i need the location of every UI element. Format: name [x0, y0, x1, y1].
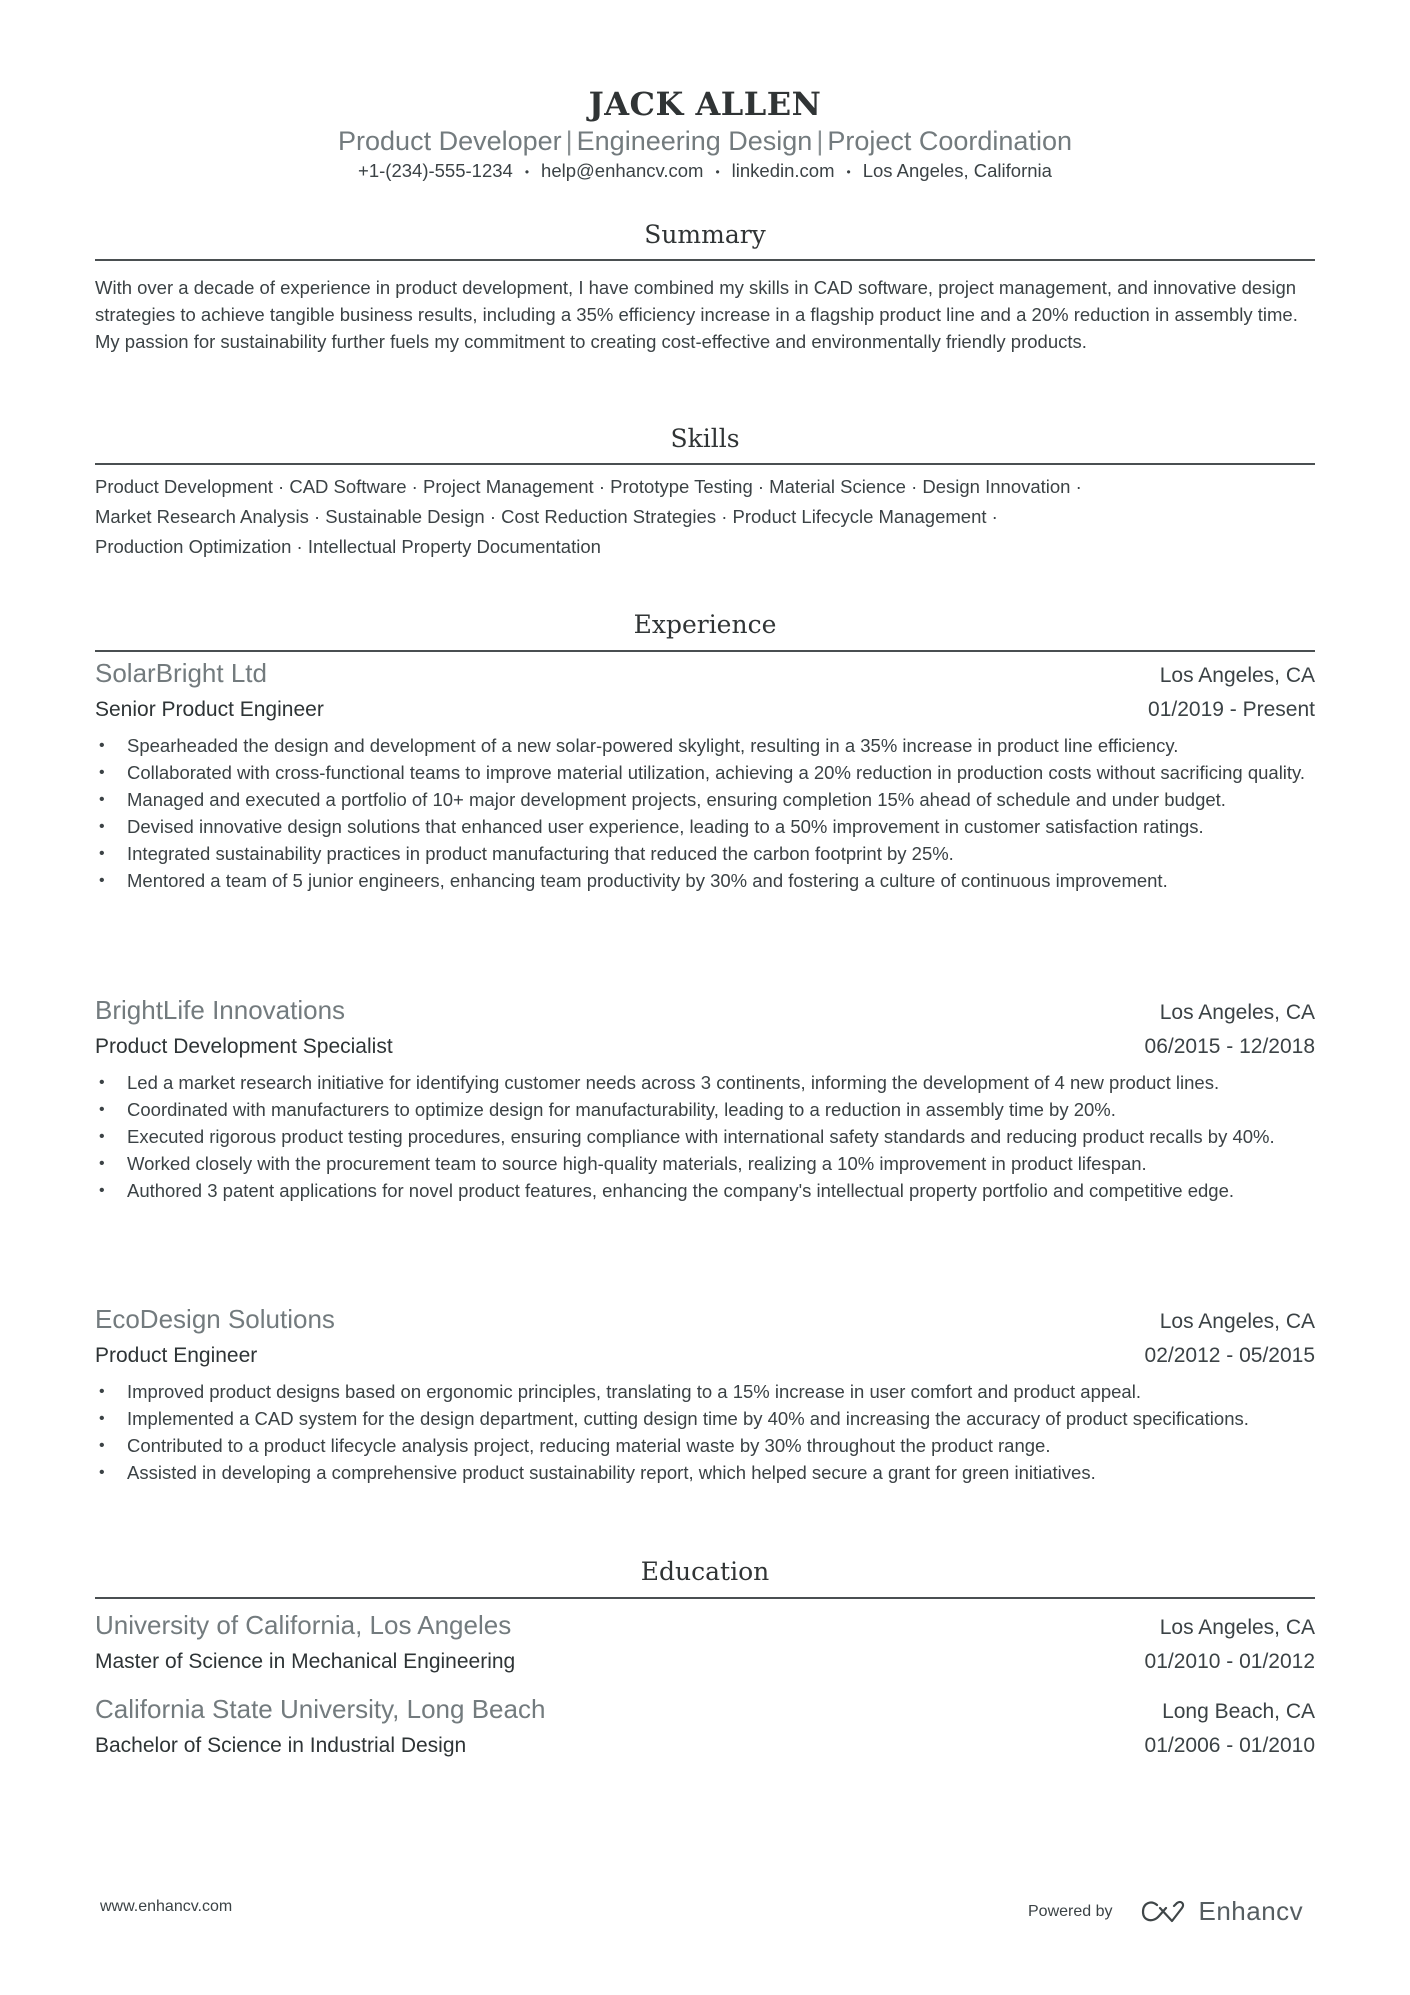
bullet-item: • Authored 3 patent applications for novel product features, enhancing the company's intellectual property portfolio and competitive edge. — [95, 1177, 1315, 1204]
skills-line: Product Development · CAD Software · Project Management · Prototype Testing · Material Science · Design Innovation · — [95, 476, 1082, 497]
bullet-item: • Mentored a team of 5 junior engineers, enhancing team productivity by 30% and fostering a culture of continuous improvement. — [95, 867, 1315, 894]
education-dates: 01/2006 - 01/2010 — [1144, 1734, 1315, 1757]
powered-by-label: Powered by — [1028, 1902, 1113, 1920]
experience-entry — [95, 655, 1315, 894]
school-location: Los Angeles, CA — [1159, 1616, 1315, 1639]
headline-item: Project Coordination — [827, 126, 1072, 156]
linkedin-link[interactable]: linkedin.com — [731, 160, 835, 181]
headline-separator: | — [565, 126, 573, 156]
contact-separator: • — [715, 165, 720, 180]
degree: Bachelor of Science in Industrial Design — [95, 1734, 467, 1757]
headline — [95, 124, 1315, 158]
section-divider — [95, 1597, 1315, 1599]
school-name: University of California, Los Angeles — [95, 1610, 512, 1640]
job-title: Product Engineer — [95, 1344, 258, 1367]
phone: +1-(234)-555-1234 — [358, 160, 513, 181]
job-bullets — [95, 732, 1315, 894]
powered-by[interactable] — [1028, 1896, 1303, 1927]
section-title-experience: Experience — [633, 610, 777, 639]
candidate-name: JACK ALLEN — [588, 85, 822, 123]
job-location: Los Angeles, CA — [1159, 664, 1315, 687]
job-bullets — [95, 1378, 1315, 1486]
bullet-item: • Executed rigorous product testing procedures, ensuring compliance with international safety standards and reducing product recalls by 40%. — [95, 1123, 1315, 1150]
headline-item: Engineering Design — [576, 126, 813, 156]
bullet-item: • Devised innovative design solutions that enhanced user experience, leading to a 50% improvement in customer satisfaction ratings. — [95, 813, 1315, 840]
school-name: California State University, Long Beach — [95, 1694, 546, 1724]
job-dates: 02/2012 - 05/2015 — [1144, 1344, 1315, 1367]
company-name: SolarBright Ltd — [95, 658, 267, 688]
bullet-item: • Assisted in developing a comprehensive product sustainability report, which helped secure a grant for green initiatives. — [95, 1459, 1315, 1486]
headline-separator: | — [816, 126, 824, 156]
contact-separator: • — [524, 165, 530, 180]
contact-info — [95, 158, 1315, 185]
section-title-education: Education — [640, 1557, 770, 1586]
section-divider — [95, 259, 1315, 261]
experience-entry — [95, 1301, 1315, 1486]
job-title: Senior Product Engineer — [95, 698, 324, 721]
skills-list — [95, 472, 1315, 562]
job-title: Product Development Specialist — [95, 1035, 393, 1058]
bullet-item: • Integrated sustainability practices in product manufacturing that reduced the carbon footprint by 25%. — [95, 840, 1315, 867]
enhancv-logo-text: Enhancv — [1198, 1896, 1304, 1926]
job-location: Los Angeles, CA — [1159, 1001, 1315, 1024]
skills-line: Market Research Analysis · Sustainable Design · Cost Reduction Strategies · Product Lifecycle Management · — [95, 506, 998, 527]
skills-line: Production Optimization · Intellectual Property Documentation — [95, 536, 601, 557]
education-entry — [95, 1607, 1315, 1678]
contact-separator: • — [846, 165, 851, 180]
degree: Master of Science in Mechanical Engineering — [95, 1650, 516, 1673]
bullet-item: • Managed and executed a portfolio of 10+ major development projects, ensuring completion 15% ahead of schedule and under budget. — [95, 786, 1315, 813]
bullet-item: • Collaborated with cross-functional teams to improve material utilization, achieving a 20% reduction in production costs without sacrificing quality. — [95, 759, 1315, 786]
email-link[interactable]: help@enhancv.com — [541, 160, 704, 181]
experience-entry — [95, 992, 1315, 1204]
bullet-item: • Led a market research initiative for identifying customer needs across 3 continents, informing the development of 4 new product lines. — [95, 1069, 1315, 1096]
bullet-item: • Contributed to a product lifecycle analysis project, reducing material waste by 30% throughout the product range. — [95, 1432, 1315, 1459]
job-dates: 01/2019 - Present — [1148, 698, 1315, 721]
headline-item: Product Developer — [338, 126, 562, 156]
location: Los Angeles, California — [862, 160, 1052, 181]
school-location: Long Beach, CA — [1162, 1700, 1315, 1723]
section-title-summary: Summary — [644, 220, 766, 249]
job-dates: 06/2015 - 12/2018 — [1144, 1035, 1315, 1058]
education-dates: 01/2010 - 01/2012 — [1144, 1650, 1315, 1673]
summary-text: With over a decade of experience in product development, I have combined my skills in CAD software, project management, and innovative design strategies to achieve tangible business results, including a 35% efficiency increase in a flagship product line and a 20% reduction in assembly time. My passion for sustainability further fuels my commitment to creating cost-effective and environmentally friendly products. — [95, 277, 1298, 352]
section-divider — [95, 463, 1315, 465]
section-title-skills: Skills — [670, 424, 740, 453]
section-divider — [95, 650, 1315, 652]
bullet-item: • Coordinated with manufacturers to optimize design for manufacturability, leading to a reduction in assembly time by 20%. — [95, 1096, 1315, 1123]
company-name: EcoDesign Solutions — [95, 1304, 335, 1334]
resume-header — [95, 84, 1315, 185]
bullet-item: • Spearheaded the design and development of a new solar-powered skylight, resulting in a 35% increase in product line efficiency. — [95, 732, 1315, 759]
bullet-item: • Implemented a CAD system for the design department, cutting design time by 40% and increasing the accuracy of product specifications. — [95, 1405, 1315, 1432]
job-location: Los Angeles, CA — [1159, 1310, 1315, 1333]
company-name: BrightLife Innovations — [95, 995, 346, 1025]
bullet-item: • Improved product designs based on ergonomic principles, translating to a 15% increase in user comfort and product appeal. — [95, 1378, 1315, 1405]
education-entry — [95, 1691, 1315, 1762]
footer-website-link[interactable]: www.enhancv.com — [100, 1898, 233, 1915]
job-bullets — [95, 1069, 1315, 1204]
bullet-item: • Worked closely with the procurement team to source high-quality materials, realizing a 10% improvement in product lifespan. — [95, 1150, 1315, 1177]
enhancv-logo-icon — [1141, 1899, 1189, 1925]
